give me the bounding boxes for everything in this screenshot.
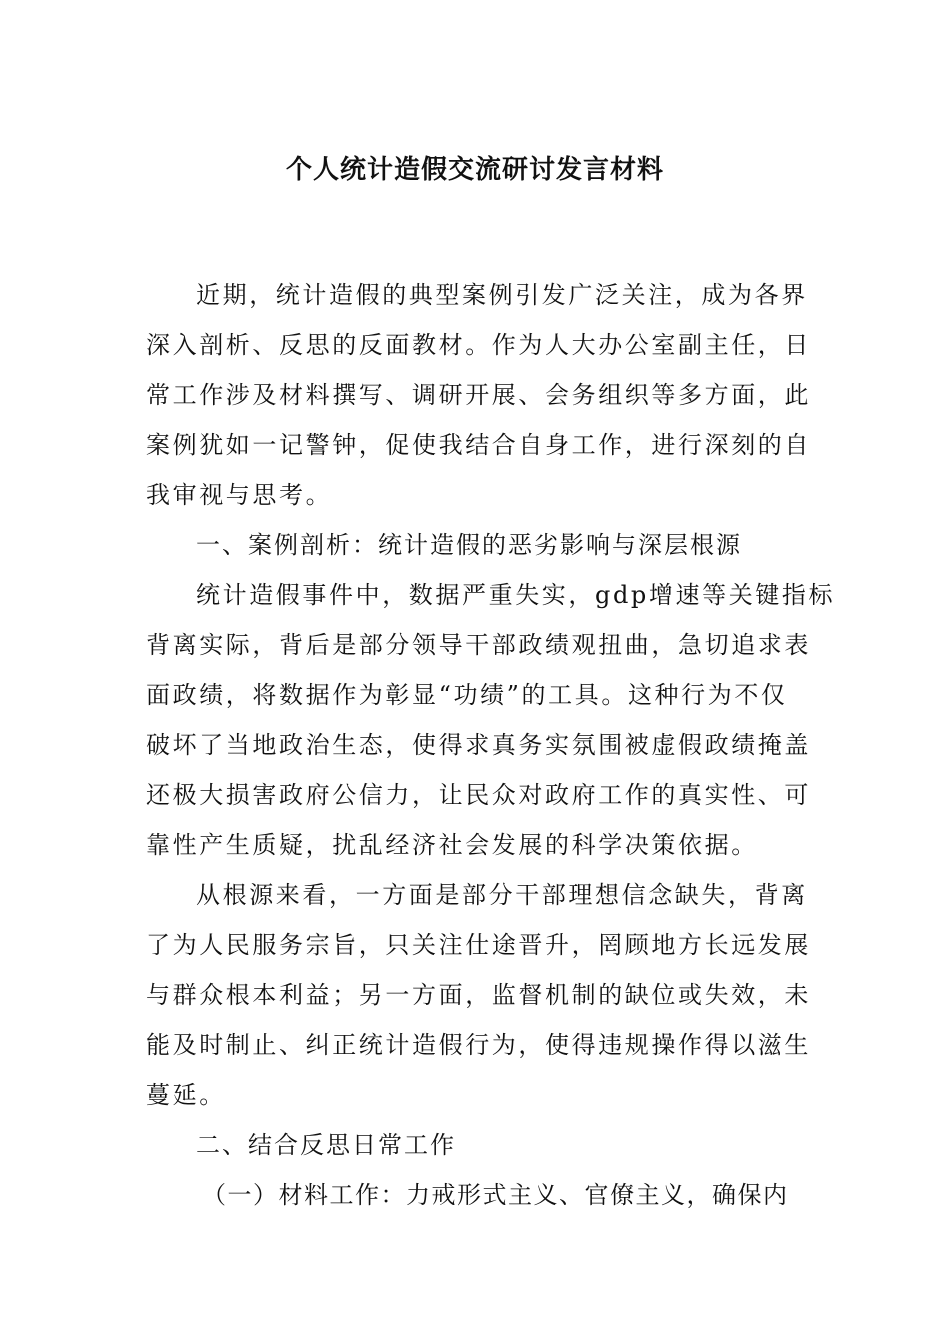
text-line: 常工作涉及材料撰写、调研开展、会务组织等多方面，此: [146, 381, 811, 409]
text-line: 我审视与思考。: [146, 481, 333, 509]
text-line: 深入剖析、反思的反面教材。作为人大办公室副主任，日: [146, 331, 811, 359]
text-line: 从根源来看，一方面是部分干部理想信念缺失，背离: [196, 881, 808, 909]
text-line: 破坏了当地政治生态，使得求真务实氛围被虚假政绩掩盖: [146, 731, 811, 759]
text-line: 蔓延。: [146, 1081, 226, 1109]
intro-paragraph: [146, 270, 811, 520]
text-line: 靠性产生质疑，扰乱经济社会发展的科学决策依据。: [146, 831, 758, 859]
case-analysis-paragraph: [146, 570, 836, 870]
text-line: 统计造假事件中，数据严重失实，gdp增速等关键指标: [196, 581, 836, 609]
document-title: 个人统计造假交流研讨发言材料: [285, 155, 664, 185]
text-line: 近期，统计造假的典型案例引发广泛关注，成为各界: [196, 281, 808, 309]
root-cause-paragraph: [146, 870, 811, 1120]
text-line: 能及时制止、纠正统计造假行为，使得违规操作得以滋生: [146, 1031, 811, 1059]
subsection-heading-1: [146, 1170, 806, 1220]
text-line: 面政绩，将数据作为彰显“功绩”的工具。这种行为不仅: [146, 681, 788, 709]
text-line: （一）材料工作：力戒形式主义、官僚主义，确保内: [202, 1181, 789, 1209]
text-line: 还极大损害政府公信力，让民众对政府工作的真实性、可: [146, 781, 811, 809]
text-line: 与群众根本利益；另一方面，监督机制的缺位或失效，未: [146, 981, 811, 1009]
section-heading-1: [146, 520, 806, 570]
text-line: 了为人民服务宗旨，只关注仕途晋升，罔顾地方长远发展: [146, 931, 811, 959]
text-line: 背离实际，背后是部分领导干部政绩观扭曲，急切追求表: [146, 631, 811, 659]
text-line: 一、案例剖析：统计造假的恶劣影响与深层根源: [196, 531, 742, 559]
document-body: [146, 270, 836, 1220]
text-line: 二、结合反思日常工作: [196, 1131, 456, 1159]
text-line: 案例犹如一记警钟，促使我结合自身工作，进行深刻的自: [146, 431, 811, 459]
section-heading-2: [146, 1120, 806, 1170]
